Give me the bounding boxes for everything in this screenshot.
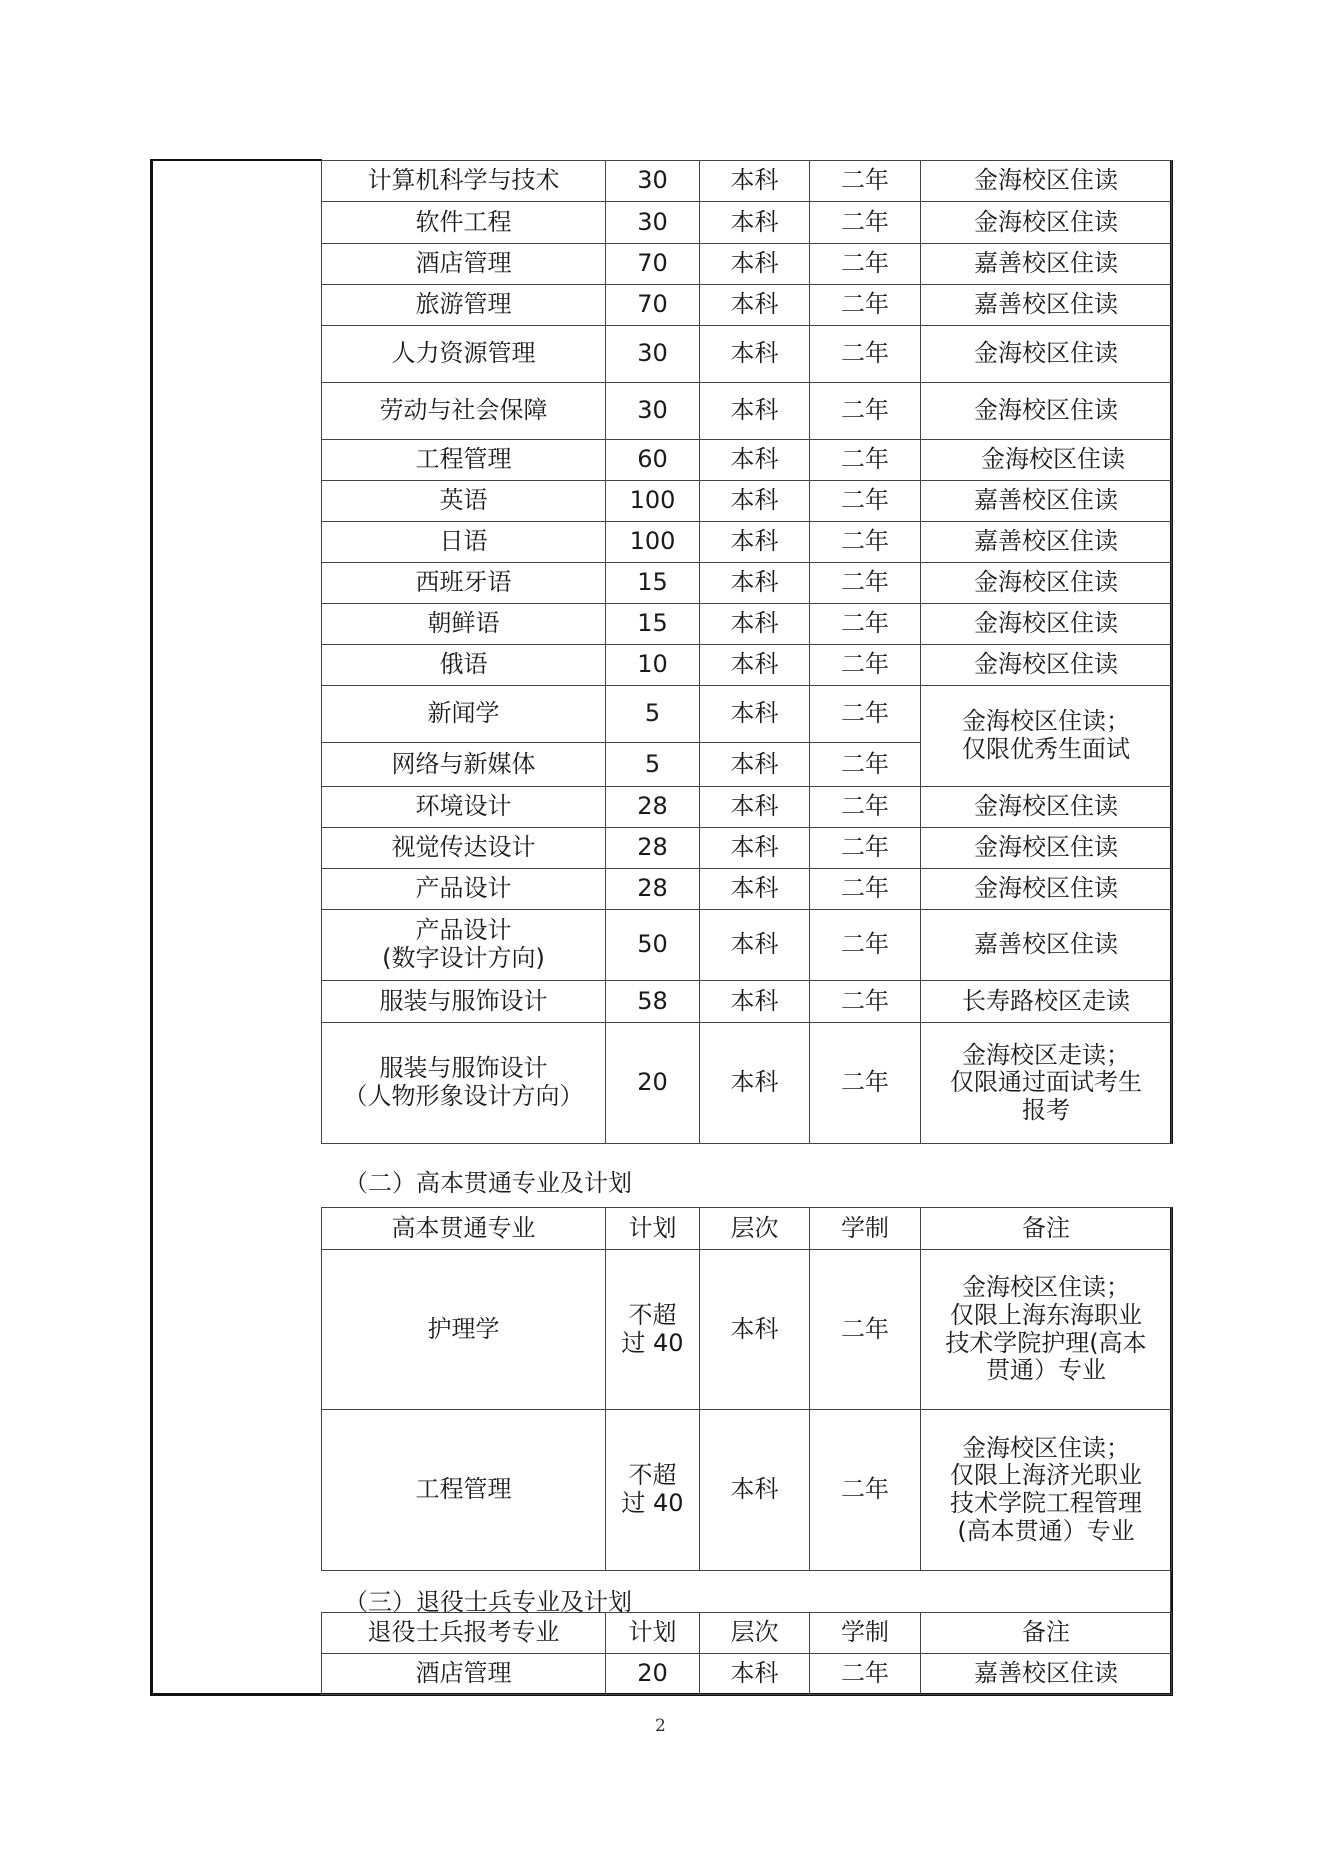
plan-cell: 30 <box>606 383 700 440</box>
level-cell: 本科 <box>700 743 810 787</box>
table-row <box>322 645 1172 686</box>
plan-cell: 28 <box>606 869 700 910</box>
remark-cell: 嘉善校区住读 <box>921 481 1172 522</box>
major-cell <box>322 1023 606 1144</box>
major-cell: 日语 <box>322 522 606 563</box>
major-cell: 服装与服饰设计 <box>322 981 606 1023</box>
remark-line: 仅限上海东海职业 <box>950 1300 1142 1329</box>
remark-cell: 长寿路校区走读 <box>921 981 1172 1023</box>
outer-frame-left-border <box>150 160 153 1696</box>
table-row <box>322 202 1172 244</box>
plan-cell: 15 <box>606 563 700 604</box>
remark-cell: 嘉善校区住读 <box>921 1654 1172 1695</box>
table-row <box>322 910 1172 981</box>
header-plan: 计划 <box>606 1613 700 1654</box>
duration-cell: 二年 <box>810 161 921 202</box>
duration-cell: 二年 <box>810 645 921 686</box>
table-row <box>322 1410 1172 1571</box>
major-subline: （人物形象设计方向） <box>343 1082 584 1110</box>
duration-cell: 二年 <box>810 440 921 481</box>
level-cell: 本科 <box>700 161 810 202</box>
header-level: 层次 <box>700 1208 810 1250</box>
major-cell: 网络与新媒体 <box>322 743 606 787</box>
duration-cell: 二年 <box>810 981 921 1023</box>
duration-cell: 二年 <box>810 1654 921 1695</box>
duration-cell: 二年 <box>810 743 921 787</box>
level-cell: 本科 <box>700 285 810 326</box>
table-row <box>322 1250 1172 1410</box>
header-remark: 备注 <box>921 1613 1172 1654</box>
remark-line: 仅限通过面试考生 <box>950 1068 1142 1097</box>
plan-cell: 28 <box>606 828 700 869</box>
majors-plan-table <box>321 160 1172 1144</box>
plan-line: 过 40 <box>621 1328 684 1357</box>
duration-cell: 二年 <box>810 244 921 285</box>
level-cell: 本科 <box>700 981 810 1023</box>
level-cell: 本科 <box>700 440 810 481</box>
duration-cell: 二年 <box>810 383 921 440</box>
joint-programs-table <box>321 1207 1172 1571</box>
duration-cell: 二年 <box>810 910 921 981</box>
header-major: 高本贯通专业 <box>322 1208 606 1250</box>
duration-cell: 二年 <box>810 326 921 383</box>
table-row <box>322 981 1172 1023</box>
remark-cell: 金海校区住读 <box>921 787 1172 828</box>
level-cell: 本科 <box>700 326 810 383</box>
remark-cell: 金海校区住读 <box>921 161 1172 202</box>
duration-cell: 二年 <box>810 285 921 326</box>
plan-cell: 30 <box>606 161 700 202</box>
table-row <box>322 481 1172 522</box>
duration-cell: 二年 <box>810 828 921 869</box>
table-row <box>322 1023 1172 1144</box>
remark-line: (高本贯通）专业 <box>957 1516 1135 1545</box>
plan-cell: 100 <box>606 481 700 522</box>
major-subline: (数字设计方向) <box>382 944 545 972</box>
header-duration: 学制 <box>810 1613 921 1654</box>
remark-line: 报考 <box>1022 1095 1070 1124</box>
major-cell: 护理学 <box>322 1250 606 1410</box>
table-row <box>322 383 1172 440</box>
header-major: 退役士兵报考专业 <box>322 1613 606 1654</box>
major-cell: 英语 <box>322 481 606 522</box>
level-cell: 本科 <box>700 1654 810 1695</box>
remark-cell: 嘉善校区住读 <box>921 285 1172 326</box>
plan-cell: 30 <box>606 202 700 244</box>
remark-line: 技术学院工程管理 <box>950 1489 1142 1517</box>
remark-line: 金海校区住读； <box>962 1273 1130 1302</box>
plan-cell: 70 <box>606 285 700 326</box>
remark-cell: 金海校区住读 <box>921 869 1172 910</box>
duration-cell: 二年 <box>810 787 921 828</box>
plan-cell: 5 <box>606 686 700 743</box>
major-cell: 计算机科学与技术 <box>322 161 606 202</box>
major-cell: 工程管理 <box>322 440 606 481</box>
duration-cell: 二年 <box>810 869 921 910</box>
header-duration: 学制 <box>810 1208 921 1250</box>
table-row <box>322 686 1172 743</box>
plan-cell: 10 <box>606 645 700 686</box>
table-header-row <box>322 1208 1172 1250</box>
remark-cell <box>921 1410 1172 1571</box>
table-row <box>322 522 1172 563</box>
level-cell: 本科 <box>700 244 810 285</box>
plan-line: 过 40 <box>621 1489 684 1517</box>
plan-cell <box>606 1250 700 1410</box>
remark-cell-merged <box>921 686 1172 787</box>
table-row <box>322 285 1172 326</box>
table-row <box>322 787 1172 828</box>
duration-cell: 二年 <box>810 686 921 743</box>
remark-cell <box>921 1250 1172 1410</box>
table-row <box>322 604 1172 645</box>
major-cell: 朝鲜语 <box>322 604 606 645</box>
plan-cell: 100 <box>606 522 700 563</box>
duration-cell: 二年 <box>810 202 921 244</box>
remark-line: 技术学院护理(高本 <box>945 1328 1147 1357</box>
level-cell: 本科 <box>700 828 810 869</box>
level-cell: 本科 <box>700 686 810 743</box>
major-line: 服装与服饰设计 <box>379 1054 548 1083</box>
level-cell: 本科 <box>700 869 810 910</box>
major-cell: 环境设计 <box>322 787 606 828</box>
table-header-row <box>322 1613 1172 1654</box>
major-cell: 软件工程 <box>322 202 606 244</box>
level-cell: 本科 <box>700 481 810 522</box>
remark-cell: 金海校区住读 <box>921 828 1172 869</box>
duration-cell: 二年 <box>810 1023 921 1144</box>
major-cell: 酒店管理 <box>322 1654 606 1695</box>
level-cell: 本科 <box>700 522 810 563</box>
table-row <box>322 326 1172 383</box>
major-cell: 酒店管理 <box>322 244 606 285</box>
plan-cell: 28 <box>606 787 700 828</box>
remark-cell: 金海校区住读 <box>921 563 1172 604</box>
duration-cell: 二年 <box>810 522 921 563</box>
section-heading-joint-programs: （二）高本贯通专业及计划 <box>344 1169 632 1197</box>
remark-cell: 嘉善校区住读 <box>921 910 1172 981</box>
major-cell: 人力资源管理 <box>322 326 606 383</box>
level-cell: 本科 <box>700 563 810 604</box>
table-row <box>322 869 1172 910</box>
remark-line: 贯通）专业 <box>986 1356 1106 1385</box>
major-cell: 产品设计 <box>322 869 606 910</box>
plan-cell: 58 <box>606 981 700 1023</box>
table-row <box>322 244 1172 285</box>
level-cell: 本科 <box>700 1410 810 1571</box>
table-row <box>322 563 1172 604</box>
veterans-programs-table <box>321 1612 1172 1695</box>
plan-cell <box>606 1410 700 1571</box>
remark-line: 金海校区住读； <box>962 1433 1130 1462</box>
outer-frame-top-border <box>150 159 322 161</box>
plan-cell: 70 <box>606 244 700 285</box>
header-level: 层次 <box>700 1613 810 1654</box>
level-cell: 本科 <box>700 645 810 686</box>
plan-line: 不超 <box>628 1300 677 1329</box>
remark-cell <box>921 1023 1172 1144</box>
major-cell: 工程管理 <box>322 1410 606 1571</box>
duration-cell: 二年 <box>810 1250 921 1410</box>
level-cell: 本科 <box>700 787 810 828</box>
remark-cell: 金海校区住读 <box>921 440 1172 481</box>
major-cell: 西班牙语 <box>322 563 606 604</box>
table-row <box>322 440 1172 481</box>
level-cell: 本科 <box>700 604 810 645</box>
remark-cell: 金海校区住读 <box>921 645 1172 686</box>
major-line: 产品设计 <box>415 916 512 945</box>
header-plan: 计划 <box>606 1208 700 1250</box>
major-cell: 视觉传达设计 <box>322 828 606 869</box>
duration-cell: 二年 <box>810 481 921 522</box>
section-heading-veterans: （三）退役士兵专业及计划 <box>344 1588 632 1616</box>
remark-cell: 金海校区住读 <box>921 326 1172 383</box>
major-cell: 劳动与社会保障 <box>322 383 606 440</box>
remark-line: 仅限优秀生面试 <box>962 735 1130 763</box>
major-cell: 旅游管理 <box>322 285 606 326</box>
remark-cell: 金海校区住读 <box>921 604 1172 645</box>
remark-cell: 嘉善校区住读 <box>921 244 1172 285</box>
plan-cell: 30 <box>606 326 700 383</box>
duration-cell: 二年 <box>810 604 921 645</box>
plan-cell: 20 <box>606 1654 700 1695</box>
plan-line: 不超 <box>628 1461 677 1490</box>
table-row <box>322 1654 1172 1695</box>
duration-cell: 二年 <box>810 563 921 604</box>
remark-line: 金海校区走读； <box>962 1040 1130 1069</box>
remark-line: 仅限上海济光职业 <box>950 1461 1142 1490</box>
plan-cell: 5 <box>606 743 700 787</box>
remark-cell: 金海校区住读 <box>921 202 1172 244</box>
level-cell: 本科 <box>700 202 810 244</box>
duration-cell: 二年 <box>810 1410 921 1571</box>
remark-line: 金海校区住读； <box>962 707 1130 736</box>
level-cell: 本科 <box>700 1250 810 1410</box>
plan-cell: 50 <box>606 910 700 981</box>
level-cell: 本科 <box>700 383 810 440</box>
level-cell: 本科 <box>700 1023 810 1144</box>
major-cell <box>322 910 606 981</box>
remark-cell: 金海校区住读 <box>921 383 1172 440</box>
table-row <box>322 828 1172 869</box>
plan-cell: 15 <box>606 604 700 645</box>
page-number: 2 <box>655 1716 666 1736</box>
header-remark: 备注 <box>921 1208 1172 1250</box>
remark-cell: 嘉善校区住读 <box>921 522 1172 563</box>
level-cell: 本科 <box>700 910 810 981</box>
major-cell: 俄语 <box>322 645 606 686</box>
plan-cell: 60 <box>606 440 700 481</box>
plan-cell: 20 <box>606 1023 700 1144</box>
major-cell: 新闻学 <box>322 686 606 743</box>
table-row <box>322 161 1172 202</box>
